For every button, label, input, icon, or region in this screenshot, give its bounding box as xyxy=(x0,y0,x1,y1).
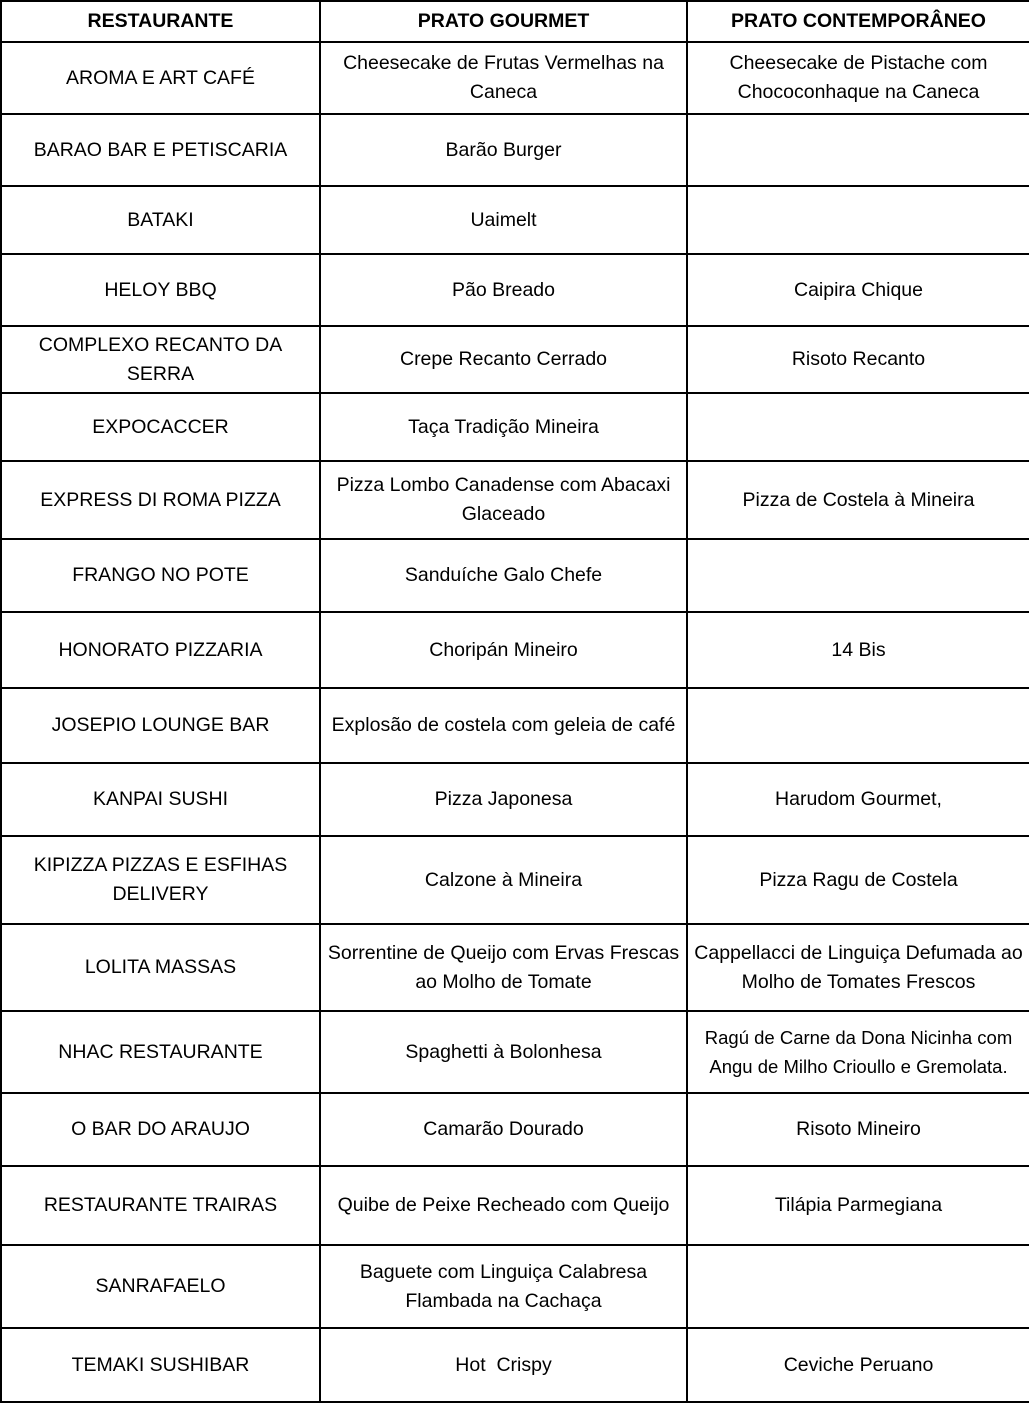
cell-contemporaneo: Ragú de Carne da Dona Nicinha com Angu de Milho Crioullo e Gremolata. xyxy=(687,1011,1029,1093)
table-row xyxy=(1,1166,1029,1245)
cell-gourmet: Pizza Lombo Canadense com Abacaxi Glaceado xyxy=(320,461,687,539)
table-row xyxy=(1,42,1029,114)
cell-contemporaneo: Harudom Gourmet, xyxy=(687,763,1029,836)
table-row xyxy=(1,114,1029,186)
cell-restaurante: BATAKI xyxy=(1,186,320,254)
cell-gourmet: Spaghetti à Bolonhesa xyxy=(320,1011,687,1093)
table-row xyxy=(1,393,1029,461)
table-row xyxy=(1,1245,1029,1328)
cell-gourmet: Choripán Mineiro xyxy=(320,612,687,688)
table-row xyxy=(1,1093,1029,1166)
cell-contemporaneo xyxy=(687,539,1029,612)
cell-gourmet: Quibe de Peixe Recheado com Queijo xyxy=(320,1166,687,1245)
cell-contemporaneo: Cappellacci de Linguiça Defumada ao Molho de Tomates Frescos xyxy=(687,924,1029,1011)
cell-restaurante: LOLITA MASSAS xyxy=(1,924,320,1011)
cell-restaurante: JOSEPIO LOUNGE BAR xyxy=(1,688,320,763)
cell-contemporaneo xyxy=(687,688,1029,763)
cell-contemporaneo xyxy=(687,186,1029,254)
cell-gourmet: Crepe Recanto Cerrado xyxy=(320,326,687,393)
cell-restaurante: KIPIZZA PIZZAS E ESFIHAS DELIVERY xyxy=(1,836,320,924)
table-row xyxy=(1,763,1029,836)
cell-contemporaneo: Risoto Mineiro xyxy=(687,1093,1029,1166)
cell-restaurante: BARAO BAR E PETISCARIA xyxy=(1,114,320,186)
cell-contemporaneo: Risoto Recanto xyxy=(687,326,1029,393)
cell-restaurante: EXPRESS DI ROMA PIZZA xyxy=(1,461,320,539)
table-row xyxy=(1,254,1029,326)
header-row xyxy=(1,1,1029,42)
cell-contemporaneo: 14 Bis xyxy=(687,612,1029,688)
table-row xyxy=(1,1011,1029,1093)
cell-gourmet: Baguete com Linguiça Calabresa Flambada na Cachaça xyxy=(320,1245,687,1328)
table-row xyxy=(1,1328,1029,1402)
cell-restaurante: SANRAFAELO xyxy=(1,1245,320,1328)
header-restaurante: RESTAURANTE xyxy=(1,1,320,42)
table-row xyxy=(1,186,1029,254)
cell-restaurante: EXPOCACCER xyxy=(1,393,320,461)
header-prato-gourmet: PRATO GOURMET xyxy=(320,1,687,42)
cell-gourmet: Barão Burger xyxy=(320,114,687,186)
cell-gourmet: Uaimelt xyxy=(320,186,687,254)
cell-gourmet: Calzone à Mineira xyxy=(320,836,687,924)
cell-restaurante: AROMA E ART CAFÉ xyxy=(1,42,320,114)
table-row xyxy=(1,326,1029,393)
table-row xyxy=(1,461,1029,539)
cell-gourmet: Camarão Dourado xyxy=(320,1093,687,1166)
cell-restaurante: HELOY BBQ xyxy=(1,254,320,326)
table-row xyxy=(1,924,1029,1011)
header-prato-contemporaneo: PRATO CONTEMPORÂNEO xyxy=(687,1,1029,42)
cell-gourmet: Explosão de costela com geleia de café xyxy=(320,688,687,763)
cell-restaurante: RESTAURANTE TRAIRAS xyxy=(1,1166,320,1245)
cell-contemporaneo: Caipira Chique xyxy=(687,254,1029,326)
cell-gourmet: Hot Crispy xyxy=(320,1328,687,1402)
cell-gourmet: Sorrentine de Queijo com Ervas Frescas ao Molho de Tomate xyxy=(320,924,687,1011)
cell-gourmet: Cheesecake de Frutas Vermelhas na Caneca xyxy=(320,42,687,114)
cell-restaurante: TEMAKI SUSHIBAR xyxy=(1,1328,320,1402)
table-row xyxy=(1,836,1029,924)
cell-contemporaneo xyxy=(687,114,1029,186)
cell-restaurante: O BAR DO ARAUJO xyxy=(1,1093,320,1166)
cell-restaurante: NHAC RESTAURANTE xyxy=(1,1011,320,1093)
cell-gourmet: Pão Breado xyxy=(320,254,687,326)
cell-restaurante: KANPAI SUSHI xyxy=(1,763,320,836)
table-row xyxy=(1,539,1029,612)
cell-contemporaneo xyxy=(687,1245,1029,1328)
cell-contemporaneo: Cheesecake de Pistache com Chococonhaque na Caneca xyxy=(687,42,1029,114)
cell-contemporaneo: Pizza de Costela à Mineira xyxy=(687,461,1029,539)
table-row xyxy=(1,688,1029,763)
cell-restaurante: COMPLEXO RECANTO DA SERRA xyxy=(1,326,320,393)
cell-contemporaneo: Pizza Ragu de Costela xyxy=(687,836,1029,924)
table-row xyxy=(1,612,1029,688)
cell-restaurante: FRANGO NO POTE xyxy=(1,539,320,612)
cell-contemporaneo: Tilápia Parmegiana xyxy=(687,1166,1029,1245)
cell-contemporaneo: Ceviche Peruano xyxy=(687,1328,1029,1402)
cell-gourmet: Taça Tradição Mineira xyxy=(320,393,687,461)
cell-restaurante: HONORATO PIZZARIA xyxy=(1,612,320,688)
cell-contemporaneo xyxy=(687,393,1029,461)
cell-gourmet: Pizza Japonesa xyxy=(320,763,687,836)
cell-gourmet: Sanduíche Galo Chefe xyxy=(320,539,687,612)
